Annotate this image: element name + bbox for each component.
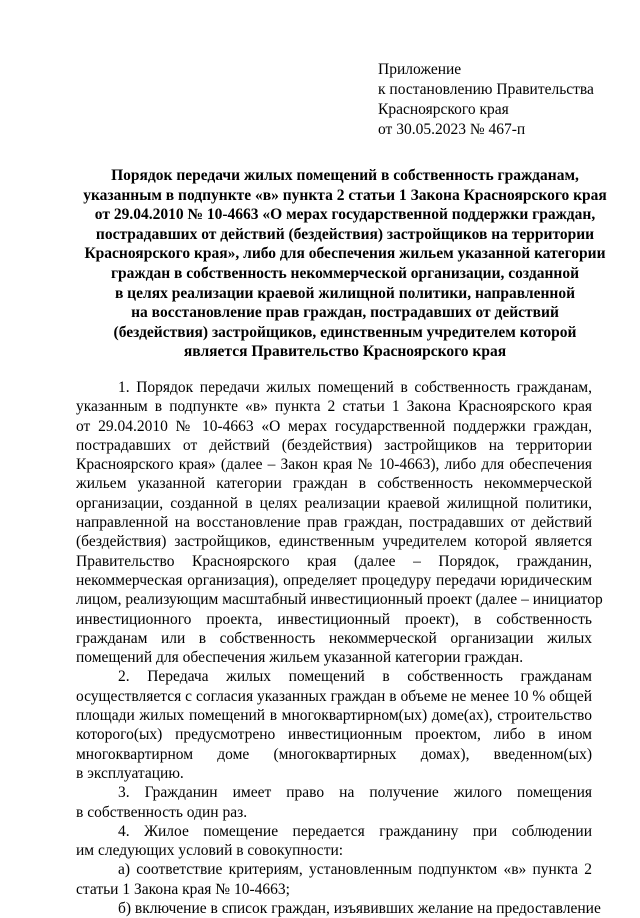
body-line: помещений для обеспечения жильем указанной категории граждан. xyxy=(76,649,524,667)
title-line: в целях реализации краевой жилищной политики, направленной xyxy=(114,284,576,302)
body-line: некоммерческая организация), определяет процедуру передачи юридическим xyxy=(76,571,592,589)
body-line: пострадавших от действий (бездействия) застройщиков на территории xyxy=(76,436,592,454)
document-body xyxy=(76,378,603,918)
body-line: 3. Гражданин имеет право на получение жилого помещения xyxy=(118,784,592,802)
title-line: Порядок передачи жилых помещений в собственность гражданам, xyxy=(111,167,579,184)
body-line: а) соответствие критериям, установленным подпунктом «в» пункта 2 xyxy=(118,861,592,879)
title-line: является Правительство Красноярского края xyxy=(183,343,507,361)
appendix-line: к постановлению Правительства xyxy=(378,81,594,98)
document-title xyxy=(60,166,630,362)
title-line: Красноярского края», либо для обеспечения жильем указанной категории xyxy=(84,245,606,263)
body-line: статьи 1 Закона края № 10-4663; xyxy=(76,880,290,898)
body-line: жильем указанной категории граждан в собственность некоммерческой xyxy=(76,475,592,493)
body-line: (бездействия) застройщиков, единственным учредителем которой является xyxy=(76,533,592,551)
title-line: указанным в подпункте «в» пункта 2 статьи 1 Закона Красноярского края xyxy=(83,186,607,204)
body-line: гражданам или в собственность некоммерческой организации жилых xyxy=(76,629,592,647)
body-line: которого(ых) предусмотрено инвестиционным проектом, либо в ином xyxy=(76,726,592,744)
body-line: Правительство Красноярского края (далее – Порядок, гражданин, xyxy=(76,552,592,570)
body-line: осуществляется с согласия указанных граждан в объеме не менее 10 % общей xyxy=(76,687,592,705)
title-line: от 29.04.2010 № 10-4663 «О мерах государственной поддержки граждан, xyxy=(94,206,596,224)
appendix-line: Красноярского края xyxy=(378,101,509,118)
title-line: (бездействия) застройщиков, единственным учредителем которой xyxy=(113,323,577,341)
body-line: 1. Порядок передачи жилых помещений в собственность гражданам, xyxy=(118,379,592,396)
body-line: Красноярского края» (далее – Закон края № 10-4663), либо для обеспечения xyxy=(76,456,592,474)
title-line: на восстановление прав граждан, пострадавших от действий xyxy=(131,304,559,322)
body-line: 2. Передача жилых помещений в собственность гражданам xyxy=(118,668,592,686)
title-line: граждан в собственность некоммерческой организации, созданной xyxy=(110,264,580,282)
body-line: б) включение в список граждан, изъявивших желание на предоставление xyxy=(118,900,601,918)
body-line: направленной на восстановление прав граждан, пострадавших от действий xyxy=(76,514,592,532)
appendix-line: Приложение xyxy=(378,61,462,78)
body-line: указанным в подпункте «в» пункта 2 статьи 1 Закона Красноярского края xyxy=(76,398,592,416)
body-line: лицом, реализующим масштабный инвестиционный проект (далее – инициатор xyxy=(76,591,603,609)
body-line: организации, созданной в целях реализации краевой жилищной политики, xyxy=(76,494,592,512)
body-line: им следующих условий в совокупности: xyxy=(76,842,344,860)
body-line: площади жилых помещений в многоквартирном(ых) доме(ах), строительство xyxy=(76,707,592,725)
title-line: пострадавших от действий (бездействия) застройщиков на территории xyxy=(95,225,595,243)
body-line: от 29.04.2010 № 10-4663 «О мерах государственной поддержки граждан, xyxy=(76,417,592,435)
appendix-block xyxy=(378,60,594,140)
body-line: в эксплуатацию. xyxy=(76,764,184,782)
body-line: многоквартирном доме (многоквартирных домах), введенном(ых) xyxy=(76,745,592,763)
body-line: инвестиционного проекта, инвестиционный проект), в собственность xyxy=(76,610,592,628)
body-line: 4. Жилое помещение передается гражданину при соблюдении xyxy=(118,822,592,840)
appendix-line: от 30.05.2023 № 467-п xyxy=(378,121,526,138)
body-line: в собственность один раз. xyxy=(76,803,248,821)
